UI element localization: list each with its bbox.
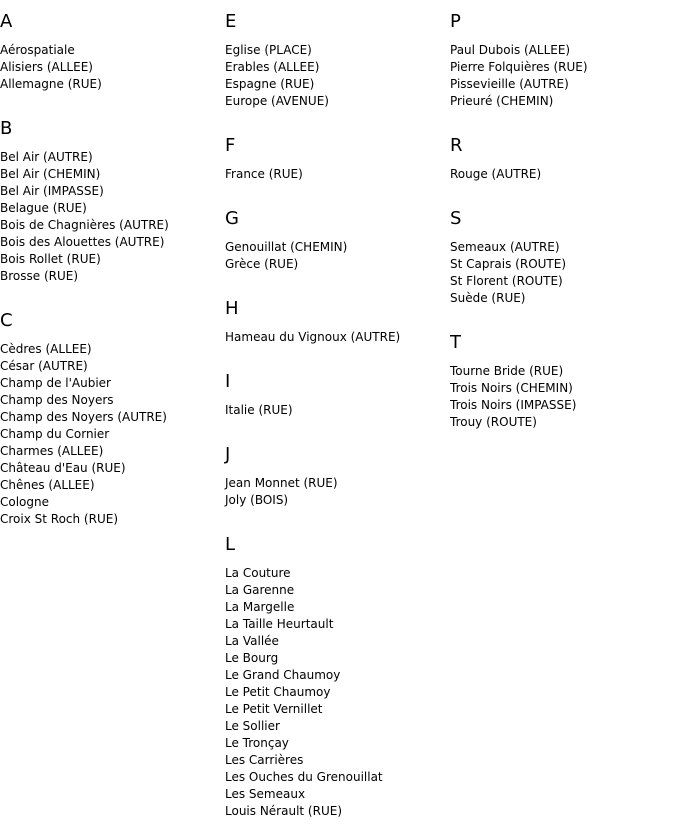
letter-heading: F [225, 135, 236, 156]
street-item: Bel Air (CHEMIN) [0, 167, 101, 181]
street-item: Trois Noirs (IMPASSE) [450, 398, 577, 412]
letter-group-j [225, 445, 450, 523]
group-spacer [225, 820, 450, 834]
street-list [0, 149, 225, 285]
street-item: Bel Air (IMPASSE) [0, 184, 104, 198]
street-item: César (AUTRE) [0, 359, 88, 373]
street-item: Joly (BOIS) [225, 493, 289, 507]
street-index-column [450, 0, 675, 445]
street-item: Allemagne (RUE) [0, 77, 102, 91]
street-item: Pissevieille (AUTRE) [450, 77, 569, 91]
street-list [450, 42, 675, 110]
street-item: Suède (RUE) [450, 291, 526, 305]
letter-heading: L [225, 534, 236, 555]
group-spacer [0, 285, 225, 299]
street-item: Croix St Roch (RUE) [0, 512, 119, 526]
street-item: Aérospatiale [0, 43, 75, 57]
group-spacer [225, 346, 450, 360]
street-item: Cologne [0, 495, 50, 509]
street-list [450, 363, 675, 431]
letter-heading: H [225, 298, 239, 319]
street-item: Louis Nérault (RUE) [225, 804, 342, 818]
street-item: Eglise (PLACE) [225, 43, 312, 57]
street-item: Espagne (RUE) [225, 77, 315, 91]
street-list [225, 42, 450, 110]
street-list [225, 475, 450, 509]
letter-group-i [225, 372, 450, 433]
street-item: La Garenne [225, 583, 295, 597]
group-spacer [225, 419, 450, 433]
street-item: Semeaux (AUTRE) [450, 240, 560, 254]
letter-heading: B [0, 118, 13, 139]
street-item: Erables (ALLEE) [225, 60, 320, 74]
street-item: Belague (RUE) [0, 201, 87, 215]
street-item: Paul Dubois (ALLEE) [450, 43, 571, 57]
letter-heading: A [0, 11, 13, 32]
street-item: La Taille Heurtault [225, 617, 334, 631]
street-list [0, 42, 225, 93]
street-list [225, 565, 450, 820]
letter-group-h [225, 299, 450, 360]
group-spacer [0, 93, 225, 107]
street-item: France (RUE) [225, 167, 303, 181]
street-list [225, 329, 450, 346]
street-item: Le Petit Vernillet [225, 702, 323, 716]
street-item: Grèce (RUE) [225, 257, 299, 271]
street-index-column [225, 0, 450, 834]
street-item: Rouge (AUTRE) [450, 167, 542, 181]
street-item: St Florent (ROUTE) [450, 274, 563, 288]
letter-heading: P [450, 11, 461, 32]
street-item: Bel Air (AUTRE) [0, 150, 93, 164]
letter-group-b [0, 119, 225, 299]
street-item: Bois Rollet (RUE) [0, 252, 101, 266]
street-item: Brosse (RUE) [0, 269, 79, 283]
group-spacer [450, 110, 675, 124]
letter-heading: E [225, 11, 237, 32]
street-item: Les Carrières [225, 753, 304, 767]
street-item: Jean Monnet (RUE) [225, 476, 338, 490]
letter-group-e [225, 12, 450, 124]
street-item: Le Petit Chaumoy [225, 685, 331, 699]
group-spacer [450, 431, 675, 445]
group-spacer [450, 183, 675, 197]
street-item: Genouillat (CHEMIN) [225, 240, 348, 254]
letter-heading: G [225, 208, 239, 229]
group-spacer [225, 509, 450, 523]
street-list [225, 166, 450, 183]
letter-group-g [225, 209, 450, 287]
street-item: St Caprais (ROUTE) [450, 257, 567, 271]
letter-group-l [225, 535, 450, 834]
street-item: Europe (AVENUE) [225, 94, 329, 108]
letter-heading: R [450, 135, 463, 156]
street-item: Champ des Noyers [0, 393, 114, 407]
letter-group-s [450, 209, 675, 321]
letter-heading: C [0, 310, 13, 331]
letter-heading: I [225, 371, 231, 392]
group-spacer [450, 307, 675, 321]
letter-group-f [225, 136, 450, 197]
street-item: Hameau du Vignoux (AUTRE) [225, 330, 401, 344]
street-item: La Couture [225, 566, 291, 580]
street-item: Champ de l'Aubier [0, 376, 111, 390]
letter-heading: J [225, 444, 231, 465]
street-item: La Vallée [225, 634, 279, 648]
street-item: Le Tronçay [225, 736, 289, 750]
street-item: Le Bourg [225, 651, 279, 665]
letter-group-p [450, 12, 675, 124]
street-item: Château d'Eau (RUE) [0, 461, 126, 475]
street-item: Champ du Cornier [0, 427, 110, 441]
street-item: Prieuré (CHEMIN) [450, 94, 554, 108]
street-item: Bois des Alouettes (AUTRE) [0, 235, 165, 249]
group-spacer [225, 273, 450, 287]
street-item: Alisiers (ALLEE) [0, 60, 93, 74]
group-spacer [0, 528, 225, 542]
street-item: Tourne Bride (RUE) [450, 364, 564, 378]
letter-heading: T [450, 332, 461, 353]
street-list [225, 239, 450, 273]
street-item: Champ des Noyers (AUTRE) [0, 410, 167, 424]
street-item: Italie (RUE) [225, 403, 293, 417]
letter-group-t [450, 333, 675, 445]
street-item: Les Ouches du Grenouillat [225, 770, 383, 784]
street-item: Bois de Chagnières (AUTRE) [0, 218, 169, 232]
street-list [0, 341, 225, 528]
street-item: La Margelle [225, 600, 295, 614]
street-item: Trois Noirs (CHEMIN) [450, 381, 573, 395]
letter-heading: S [450, 208, 462, 229]
street-item: Le Sollier [225, 719, 280, 733]
street-list [450, 166, 675, 183]
street-item: Chênes (ALLEE) [0, 478, 95, 492]
street-item: Le Grand Chaumoy [225, 668, 341, 682]
street-index-column [0, 0, 225, 542]
group-spacer [225, 183, 450, 197]
street-item: Les Semeaux [225, 787, 306, 801]
street-item: Trouy (ROUTE) [450, 415, 537, 429]
street-list [225, 402, 450, 419]
street-item: Charmes (ALLEE) [0, 444, 104, 458]
letter-group-r [450, 136, 675, 197]
letter-group-c [0, 311, 225, 542]
street-item: Cèdres (ALLEE) [0, 342, 92, 356]
street-list [450, 239, 675, 307]
letter-group-a [0, 12, 225, 107]
street-item: Pierre Folquières (RUE) [450, 60, 588, 74]
group-spacer [225, 110, 450, 124]
